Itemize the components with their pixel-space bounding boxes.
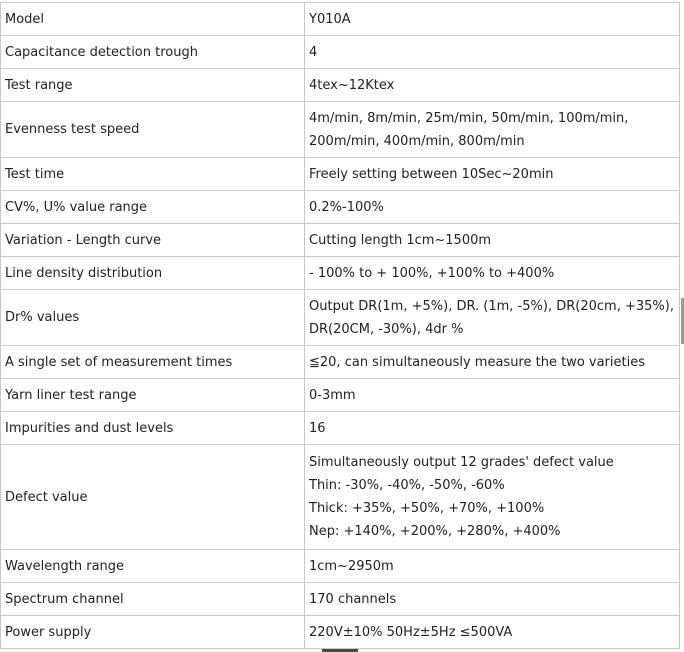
spec-value-line: Output DR(1m, +5%), DR. (1m, -5%), DR(20cm, +35%), [309, 298, 674, 314]
spec-value-line: 220V±10% 50Hz±5Hz ≤500VA [309, 624, 513, 640]
spec-value [305, 616, 680, 649]
table-row [1, 3, 680, 36]
table-row [1, 346, 680, 379]
table-row [1, 36, 680, 69]
spec-label: Spectrum channel [1, 583, 305, 616]
spec-value-line: DR(20CM, -30%), 4dr % [309, 321, 464, 337]
spec-label: Evenness test speed [1, 102, 305, 158]
spec-label: Power supply [1, 616, 305, 649]
spec-value-line: 4 [309, 44, 318, 60]
spec-label: Wavelength range [1, 550, 305, 583]
spec-value-line: 200m/min, 400m/min, 800m/min [309, 133, 525, 149]
spec-value [305, 550, 680, 583]
spec-value-line: Simultaneously output 12 grades' defect value [309, 455, 614, 470]
spec-table-body [1, 3, 680, 649]
spec-value [305, 290, 680, 346]
spec-value-line: 4tex~12Ktex [309, 77, 395, 93]
spec-value-line: 0.2%-100% [309, 199, 384, 215]
spec-value-line: 4m/min, 8m/min, 25m/min, 50m/min, 100m/min, [309, 110, 629, 126]
table-row [1, 102, 680, 158]
spec-value-line: 0-3mm [309, 387, 356, 403]
spec-value [305, 69, 680, 102]
spec-value-line: - 100% to + 100%, +100% to +400% [309, 265, 555, 281]
spec-value [305, 102, 680, 158]
table-row [1, 290, 680, 346]
spec-table [0, 2, 680, 649]
spec-value [305, 445, 680, 550]
spec-value-line: 170 channels [309, 591, 397, 607]
table-row [1, 616, 680, 649]
spec-label: Capacitance detection trough [1, 36, 305, 69]
spec-value-line: Nep: +140%, +200%, +280%, +400% [309, 524, 561, 539]
spec-label: Test time [1, 158, 305, 191]
spec-label: Yarn liner test range [1, 379, 305, 412]
spec-value-line: Freely setting between 10Sec~20min [309, 166, 554, 182]
table-row [1, 224, 680, 257]
spec-value-line: Cutting length 1cm~1500m [309, 232, 492, 248]
spec-label: Model [1, 3, 305, 36]
spec-label: A single set of measurement times [1, 346, 305, 379]
spec-value [305, 257, 680, 290]
spec-value-line: 16 [309, 420, 326, 436]
spec-value-line: Y010A [309, 11, 351, 27]
spec-label: Line density distribution [1, 257, 305, 290]
spec-value [305, 224, 680, 257]
spec-value [305, 583, 680, 616]
spec-value-line: ≦20, can simultaneously measure the two varieties [309, 354, 645, 370]
spec-label: CV%, U% value range [1, 191, 305, 224]
table-row [1, 257, 680, 290]
spec-label: Defect value [1, 445, 305, 550]
table-row [1, 69, 680, 102]
spec-value-line: 1cm~2950m [309, 558, 394, 574]
spec-value [305, 158, 680, 191]
table-row [1, 191, 680, 224]
table-row [1, 445, 680, 550]
spec-value [305, 412, 680, 445]
spec-value [305, 3, 680, 36]
spec-label: Dr% values [1, 290, 305, 346]
spec-label: Impurities and dust levels [1, 412, 305, 445]
spec-value-line: Thick: +35%, +50%, +70%, +100% [309, 501, 545, 516]
spec-label: Variation - Length curve [1, 224, 305, 257]
spec-value-line: Thin: -30%, -40%, -50%, -60% [309, 478, 505, 493]
spec-value [305, 36, 680, 69]
table-row [1, 583, 680, 616]
table-row [1, 379, 680, 412]
table-row [1, 158, 680, 191]
table-row [1, 550, 680, 583]
spec-label: Test range [1, 69, 305, 102]
spec-value [305, 191, 680, 224]
table-row [1, 412, 680, 445]
spec-value [305, 379, 680, 412]
spec-value [305, 346, 680, 379]
